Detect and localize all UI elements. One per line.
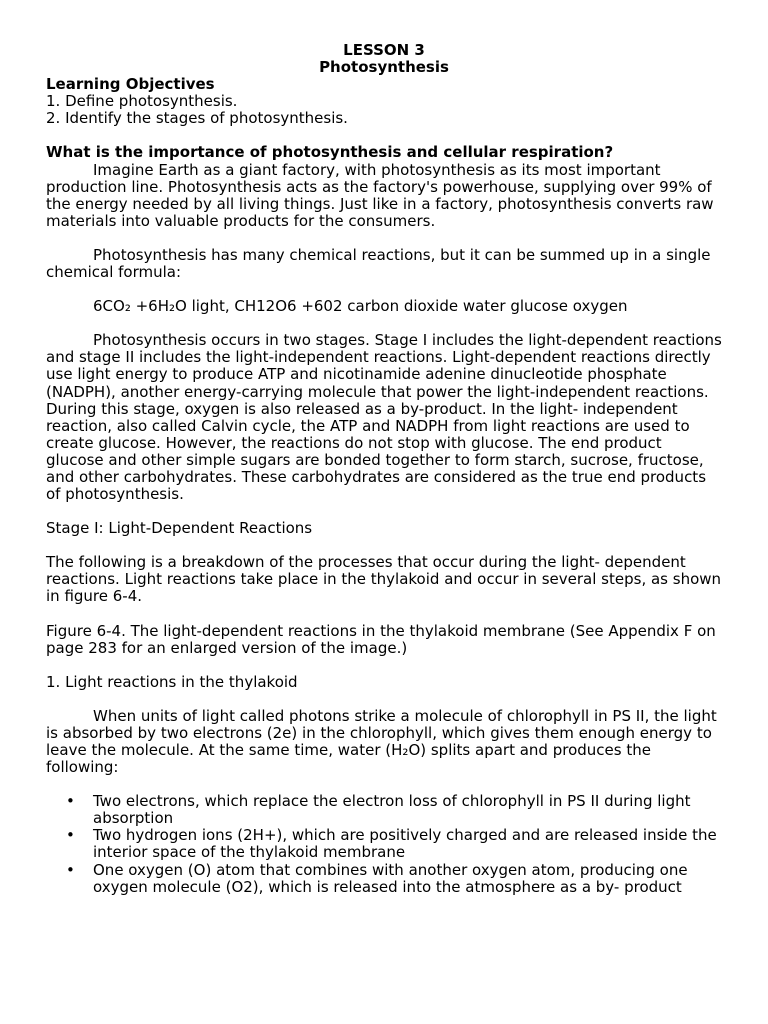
bullet-icon: •: [66, 792, 75, 811]
list-item-text: Two electrons, which replace the electron loss of chlorophyll in PS II during light absorption: [93, 792, 691, 828]
paragraph-breakdown: The following is a breakdown of the processes that occur during the light- dependent reactions. Light reactions take place in the thylakoid and occur in several steps, as shown in figure 6-4.: [46, 553, 722, 606]
bullet-icon: •: [66, 826, 75, 845]
spacer: [46, 503, 722, 520]
spacer: [46, 315, 722, 332]
bullet-list: [46, 793, 722, 896]
list-item: [46, 827, 722, 861]
objective-item: 2. Identify the stages of photosynthesis.: [46, 109, 348, 128]
bullet-icon: •: [66, 860, 75, 879]
spacer: [46, 230, 722, 247]
objective-item: 1. Define photosynthesis.: [46, 92, 238, 111]
paragraph-photons: When units of light called photons strike a molecule of chlorophyll in PS II, the light is absorbed by two electrons (2e) in the chlorophyll, which gives them enough energy to leave the molecule. At the same time, water (H₂O) splits apart and produces the following:: [46, 706, 717, 777]
paragraph-formula-intro: Photosynthesis has many chemical reactions, but it can be summed up in a single chemical formula:: [46, 245, 711, 282]
spacer: [46, 127, 722, 144]
spacer: [46, 657, 722, 674]
paragraph-stages: Photosynthesis occurs in two stages. Stage I includes the light-dependent reactions and stage II includes the light-independent reactions. Light-dependent reactions directly use light energy to produce ATP and nicotinamide adenine dinucleotide phosphate (NADPH), another energy-carrying molecule that power the light-independent reactions. During this stage, oxygen is also released as a by-product. In the light- independent reaction, also called Calvin cycle, the ATP and NADPH from light reactions are used to create glucose. However, the reactions do not stop with glucose. The end product glucose and other simple sugars are bonded together to form starch, sucrose, fructose, and other carbohydrates. These carbohydrates are considered as the true end products of photosynthesis.: [46, 331, 722, 504]
figure-caption: Figure 6-4. The light-dependent reactions in the thylakoid membrane (See Appendix F on page 283 for an enlarged version of the image.): [46, 621, 716, 657]
chemical-formula: 6CO₂ +6H₂O light, CH12O6 +602 carbon dioxide water glucose oxygen: [93, 297, 628, 316]
spacer: [46, 281, 722, 298]
spacer: [46, 691, 722, 708]
spacer: [46, 776, 722, 793]
section-question: What is the importance of photosynthesis and cellular respiration?: [46, 143, 614, 162]
list-item-text: One oxygen (O) atom that combines with another oxygen atom, producing one oxygen molecule (O2), which is released into the atmosphere as a by- product: [93, 860, 688, 896]
list-item: [46, 793, 722, 827]
spacer: [46, 606, 722, 623]
stage-heading: Stage I: Light-Dependent Reactions: [46, 519, 313, 538]
list-item: [46, 862, 722, 896]
objectives-heading: Learning Objectives: [46, 75, 215, 94]
lesson-number: LESSON 3: [343, 41, 425, 59]
spacer: [46, 537, 722, 554]
step-heading: 1. Light reactions in the thylakoid: [46, 672, 298, 691]
lesson-title: Photosynthesis: [319, 58, 449, 77]
list-item-text: Two hydrogen ions (2H+), which are positively charged and are released inside the interior space of the thylakoid membrane: [93, 826, 717, 862]
paragraph-intro: Imagine Earth as a giant factory, with photosynthesis as its most important production line. Photosynthesis acts as the factory's powerhouse, supplying over 99% of the energy needed by all living things. Just like in a factory, photosynthesis converts raw materials into valuable products for the consumers.: [46, 160, 714, 230]
